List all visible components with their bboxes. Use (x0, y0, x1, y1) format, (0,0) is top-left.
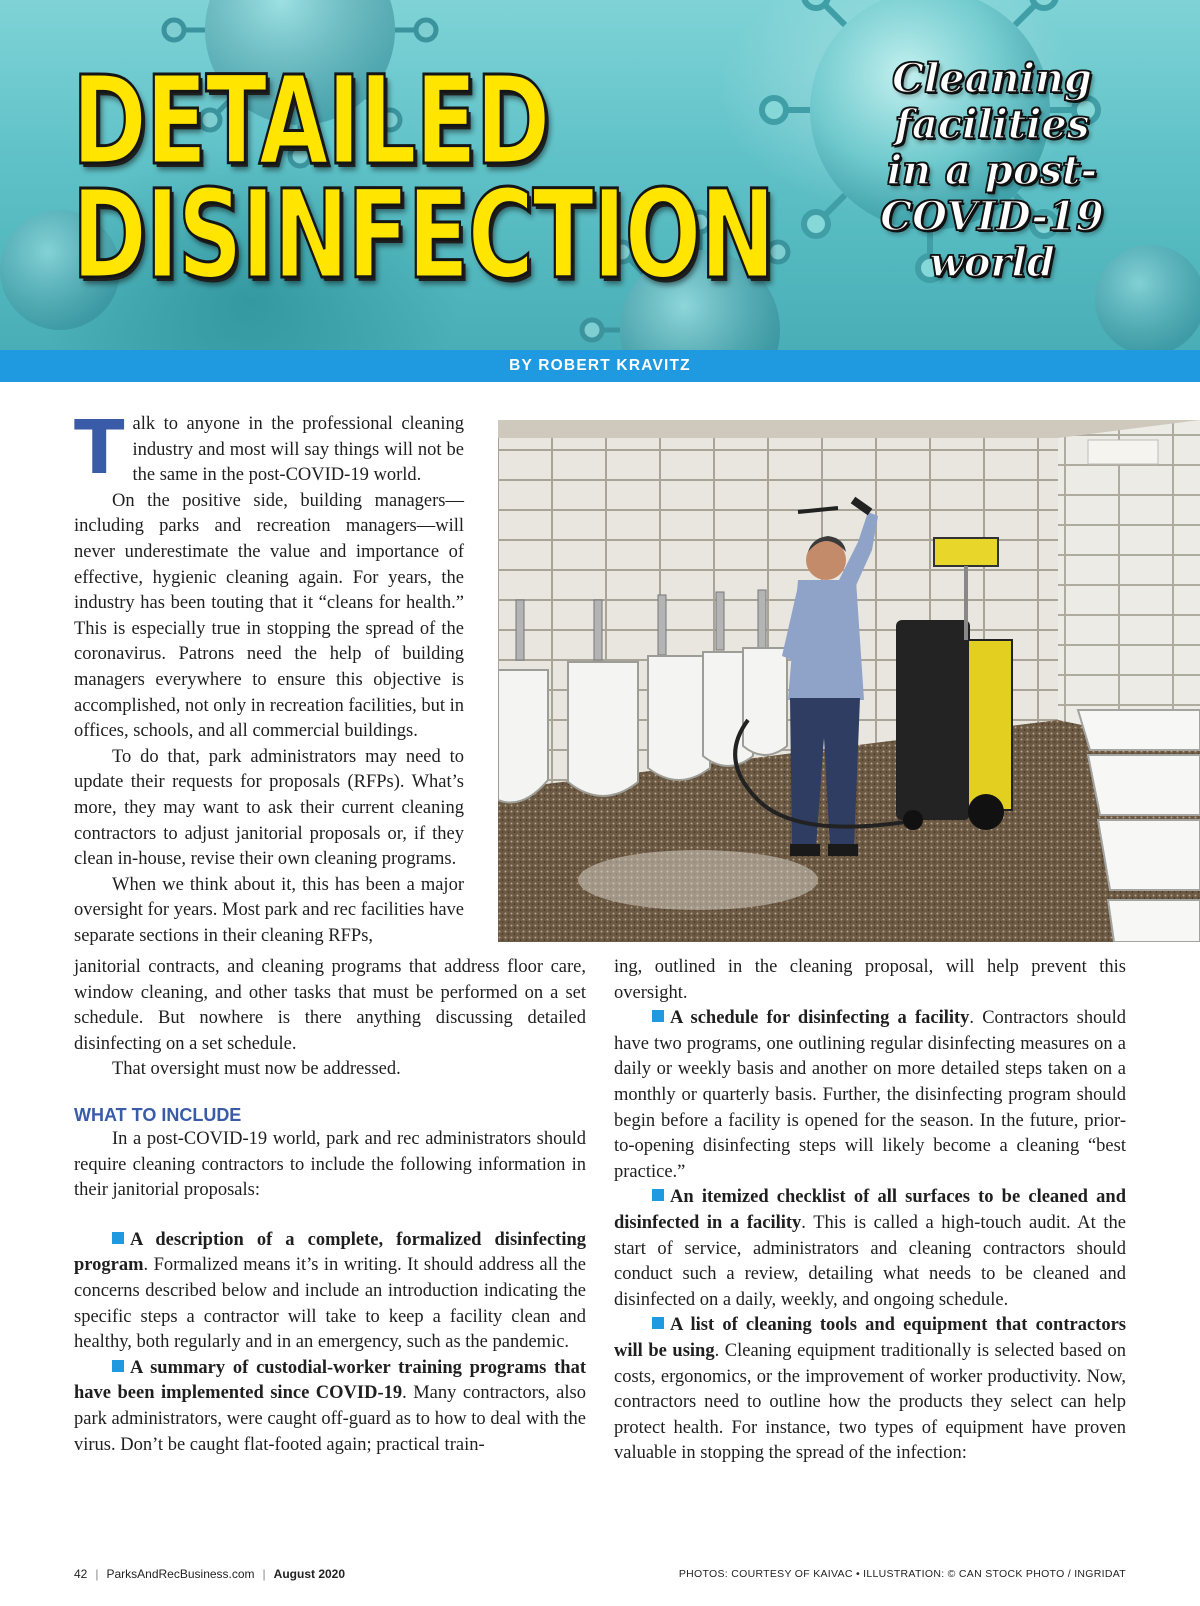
list-item (74, 1228, 586, 1356)
list-item-text: . This is called a high-touch audit. At the start of service, administrators and cleaning contractors should conduct such a review, detailing what needs to be cleaned and disinfected on a daily, weekly, and ongoing schedule. (614, 1212, 1126, 1310)
section-heading: WHAT TO INCLUDE (74, 1104, 242, 1125)
bullet-square-icon (652, 1317, 664, 1329)
subtitle-line: COVID-19 (880, 193, 1104, 240)
list-item-heading: A list of cleaning tools and equipment that contractors will be using (614, 1315, 1126, 1361)
footer-site-link[interactable]: ParksAndRecBusiness.com (106, 1567, 255, 1581)
page-number: 42 (74, 1567, 88, 1581)
list-item (614, 1185, 1126, 1313)
article-photo-restroom-cleaning (498, 420, 1200, 942)
page-footer: 42 | ParksAndRecBusiness.com | August 2020 (74, 1567, 346, 1581)
paragraph: When we think about it, this has been a major oversight for years. Most park and rec facilities have separate sections in their cleaning RFPs, (74, 874, 464, 946)
paragraph-continued: janitorial contracts, and cleaning programs that address floor care, window cleaning, and other tasks that must be performed on a set schedule. But nowhere is there anything discussing detailed disinfecting on a set schedule. (74, 957, 586, 1054)
subtitle-line: facilities (894, 101, 1090, 148)
article-column-left-upper (74, 405, 464, 949)
list-item (74, 1356, 586, 1458)
subtitle-line: world (929, 239, 1055, 286)
photo-illustration (498, 420, 1200, 942)
list-item-text: . Many contractors, also park administrators, were caught off-guard as to how to deal with the virus. Don’t be caught flat-footed again; practical train- (74, 1383, 586, 1455)
article-title (72, 50, 775, 306)
byline: BY ROBERT KRAVITZ (0, 350, 1200, 382)
article-column-right-lower (614, 955, 1126, 1467)
bullet-square-icon (112, 1232, 124, 1244)
subtitle-line: in a post- (886, 147, 1098, 194)
footer-issue-date: August 2020 (273, 1567, 346, 1581)
paragraph-intro (74, 405, 464, 491)
paragraph-text: alk to anyone in the professional cleaning industry and most will say things will not be the same in the post-COVID-19 world. (132, 414, 464, 486)
article-column-left-lower (74, 955, 586, 1458)
list-item (614, 1006, 1126, 1185)
list-item-text: . Cleaning equipment traditionally is selected based on costs, ergonomics, or the improvement of worker productivity. Now, contractors need to outline how the products they select can help protect health. For instance, two types of equipment have proven valuable in stopping the spread of the infection: (614, 1340, 1126, 1464)
paragraph: In a post-COVID-19 world, park and rec administrators should require cleaning contractors to include the following information in their janitorial proposals: (74, 1128, 586, 1201)
list-item (614, 1313, 1126, 1467)
drop-cap: T (74, 405, 125, 491)
list-item-text: . Formalized means it’s in writing. It should address all the concerns described below and include an introduction indicating the specific steps a contractor will take to keep a facility clean and healthy, both regularly and in an emergency, such as the pandemic. (74, 1255, 586, 1353)
article-title-line-2: DISINFECTION (72, 164, 775, 306)
subtitle-line: Cleaning (892, 55, 1092, 102)
paragraph: That oversight must now be addressed. (112, 1059, 401, 1080)
article-subtitle (862, 56, 1122, 286)
list-item-heading: An itemized checklist of all surfaces to be cleaned and disinfected in a facility (614, 1187, 1126, 1233)
bullet-square-icon (652, 1010, 664, 1022)
photo-credits: PHOTOS: COURTESY OF KAIVAC • ILLUSTRATION: © CAN STOCK PHOTO / INGRIDAT (678, 1568, 1126, 1580)
list-item-heading: A summary of custodial-worker training programs that have been implemented since COVID-19 (74, 1357, 586, 1404)
bullet-square-icon (652, 1189, 664, 1201)
list-item-continued: ing, outlined in the cleaning proposal, will help prevent this oversight. (614, 957, 1126, 1003)
article-title-line-1: DETAILED (72, 50, 549, 192)
paragraph: On the positive side, building managers—including parks and recreation managers—will never underestimate the value and importance of effective, hygienic cleaning again. For years, the industry has been touting that it “cleans for health.” This is especially true in stopping the spread of the coronavirus. Patrons need the help of building managers everywhere to ensure this objective is accomplished, not only in recreation facilities, but in offices, schools, and all commercial buildings. (74, 490, 464, 742)
list-item-heading: A schedule for disinfecting a facility (670, 1008, 970, 1029)
paragraph: To do that, park administrators may need to update their requests for proposals (RFPs). What’s more, they may want to ask their current cleaning contractors to adjust janitorial proposals or, if they clean in-house, revise their own cleaning programs. (74, 746, 464, 870)
bullet-square-icon (112, 1360, 124, 1372)
list-item-text: . Contractors should have two programs, one outlining regular disinfecting measures on a daily or weekly basis and another on more detailed steps taken on a monthly or quarterly basis. Further, the disinfecting program should begin before a facility is opened for the season. In the future, prior-to-opening disinfecting steps will likely become a cleaning “best practice.” (614, 1008, 1127, 1182)
header-illustration (0, 0, 1200, 350)
list-item-heading: A description of a complete, formalized disinfecting program (74, 1229, 586, 1276)
